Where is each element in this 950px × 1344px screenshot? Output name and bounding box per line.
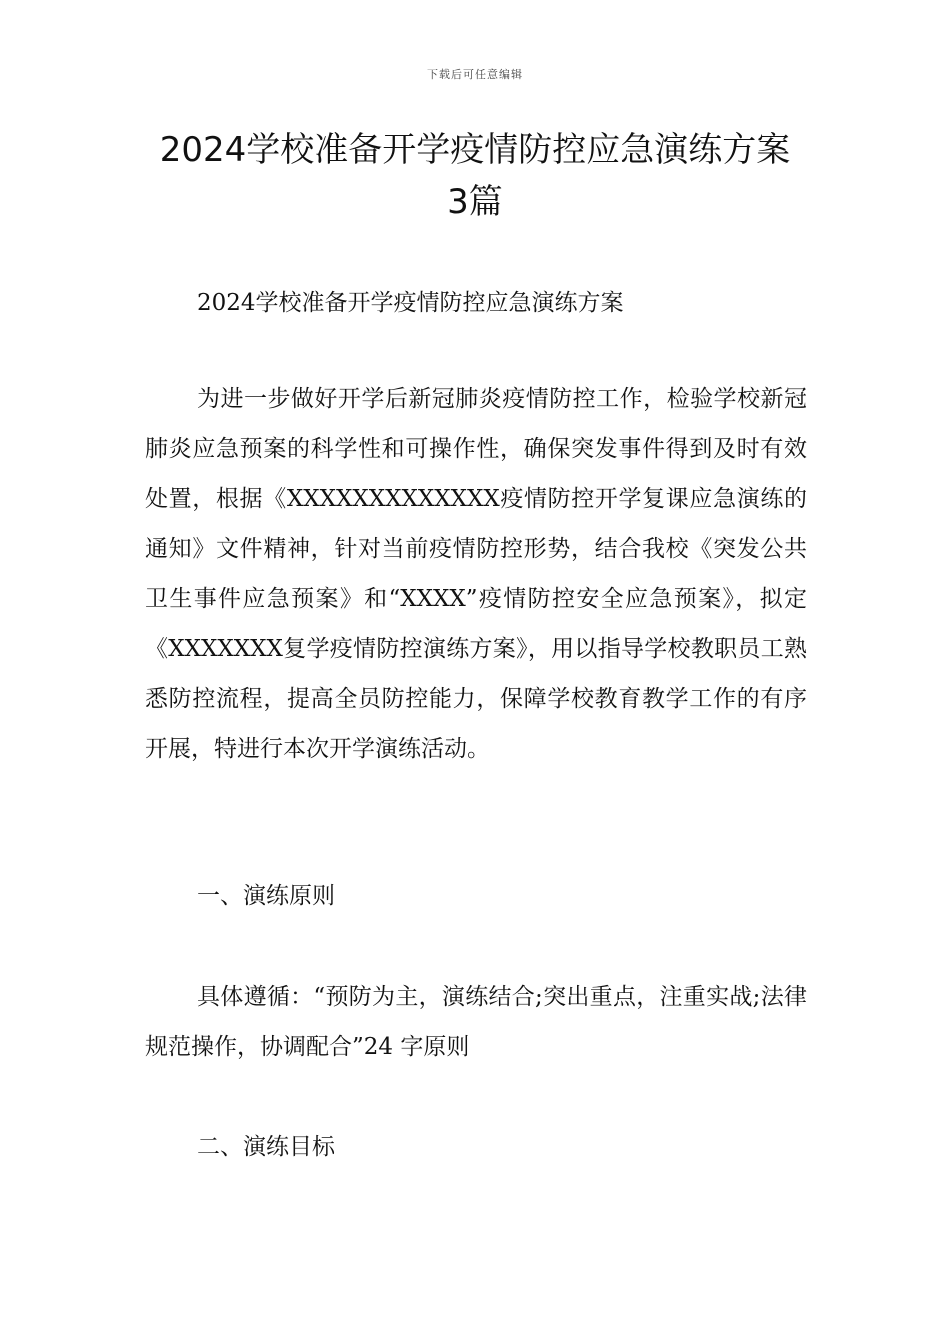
header-note: 下载后可任意编辑 [427, 68, 523, 81]
subtitle: 2024学校准备开学疫情防控应急演练方案 [197, 290, 624, 316]
intro-paragraph: 为进一步做好开学后新冠肺炎疫情防控工作，检验学校新冠肺炎应急预案的科学性和可操作性，确保突发事件得到及时有效处置，根据《XXXXXXXXXXXXX疫情防控开学复课应急演练的通知》文件精神，针对当前疫情防控形势，结合我校《突发公共卫生事件应急预案》和“XXXX”疫情防控安全应急预案》，拟定《XXXXXXX复学疫情防控演练方案》，用以指导学校教职员工熟悉防控流程，提高全员防控能力，保障学校教育教学工作的有序开展，特进行本次开学演练活动。 [145, 386, 807, 762]
title-line-1: 2024学校准备开学疫情防控应急演练方案 [159, 130, 791, 170]
document-title [120, 124, 830, 228]
title-line-2: 3篇 [447, 182, 503, 222]
section-1-body: 具体遵循：“预防为主，演练结合;突出重点，注重实战;法律规范操作，协调配合”24 字原则 [145, 984, 807, 1060]
section-1-heading: 一、演练原则 [197, 883, 335, 909]
section-2-heading: 二、演练目标 [197, 1134, 335, 1160]
